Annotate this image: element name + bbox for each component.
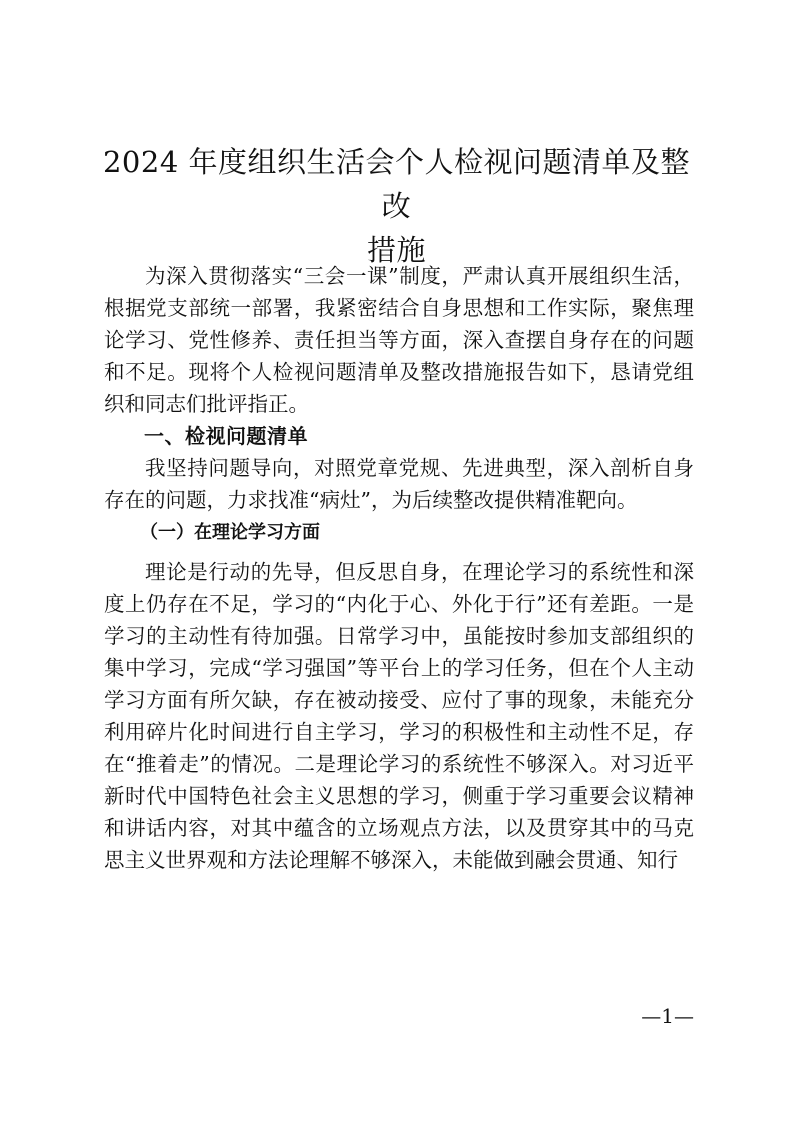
document-body: [104, 260, 694, 876]
title-line-1: 2024 年度组织生活会个人检视问题清单及整改: [102, 145, 691, 223]
section-heading: 一、检视问题清单: [144, 424, 308, 448]
intro-paragraph: 为深入贯彻落实“三会一课”制度，严肃认真开展组织生活，根据党支部统一部署，我紧密结合自身思想和工作实际，聚焦理论学习、党性修养、责任担当等方面，深入查摆自身存在的问题和不足。现将个人检视问题清单及整改措施报告如下，恳请党组织和同志们批评指正。: [104, 264, 694, 416]
page-number: —1—: [641, 1004, 694, 1028]
section-intro-paragraph: 我坚持问题导向，对照党章党规、先进典型，深入剖析自身存在的问题，力求找准“病灶”，为后续整改提供精准靶向。: [104, 456, 694, 512]
title-line-2: 措施: [366, 233, 426, 267]
subsection-paragraph: 理论是行动的先导，但反思自身，在理论学习的系统性和深度上仍存在不足，学习的“内化于心、外化于行”还有差距。一是学习的主动性有待加强。日常学习中，虽能按时参加支部组织的集中学习，完成“学习强国”等平台上的学习任务，但在个人主动学习方面有所欠缺，存在被动接受、应付了事的现象，未能充分利用碎片化时间进行自主学习，学习的积极性和主动性不足，存在“推着走”的情况。二是理论学习的系统性不够深入。对习近平新时代中国特色社会主义思想的学习，侧重于学习重要会议精神和讲话内容，对其中蕴含的立场观点方法，以及贯穿其中的马克思主义世界观和方法论理解不够深入，未能做到融会贯通、知行: [104, 560, 694, 872]
subsection-heading: （一）在理论学习方面: [140, 522, 320, 543]
document-title: [96, 140, 697, 272]
